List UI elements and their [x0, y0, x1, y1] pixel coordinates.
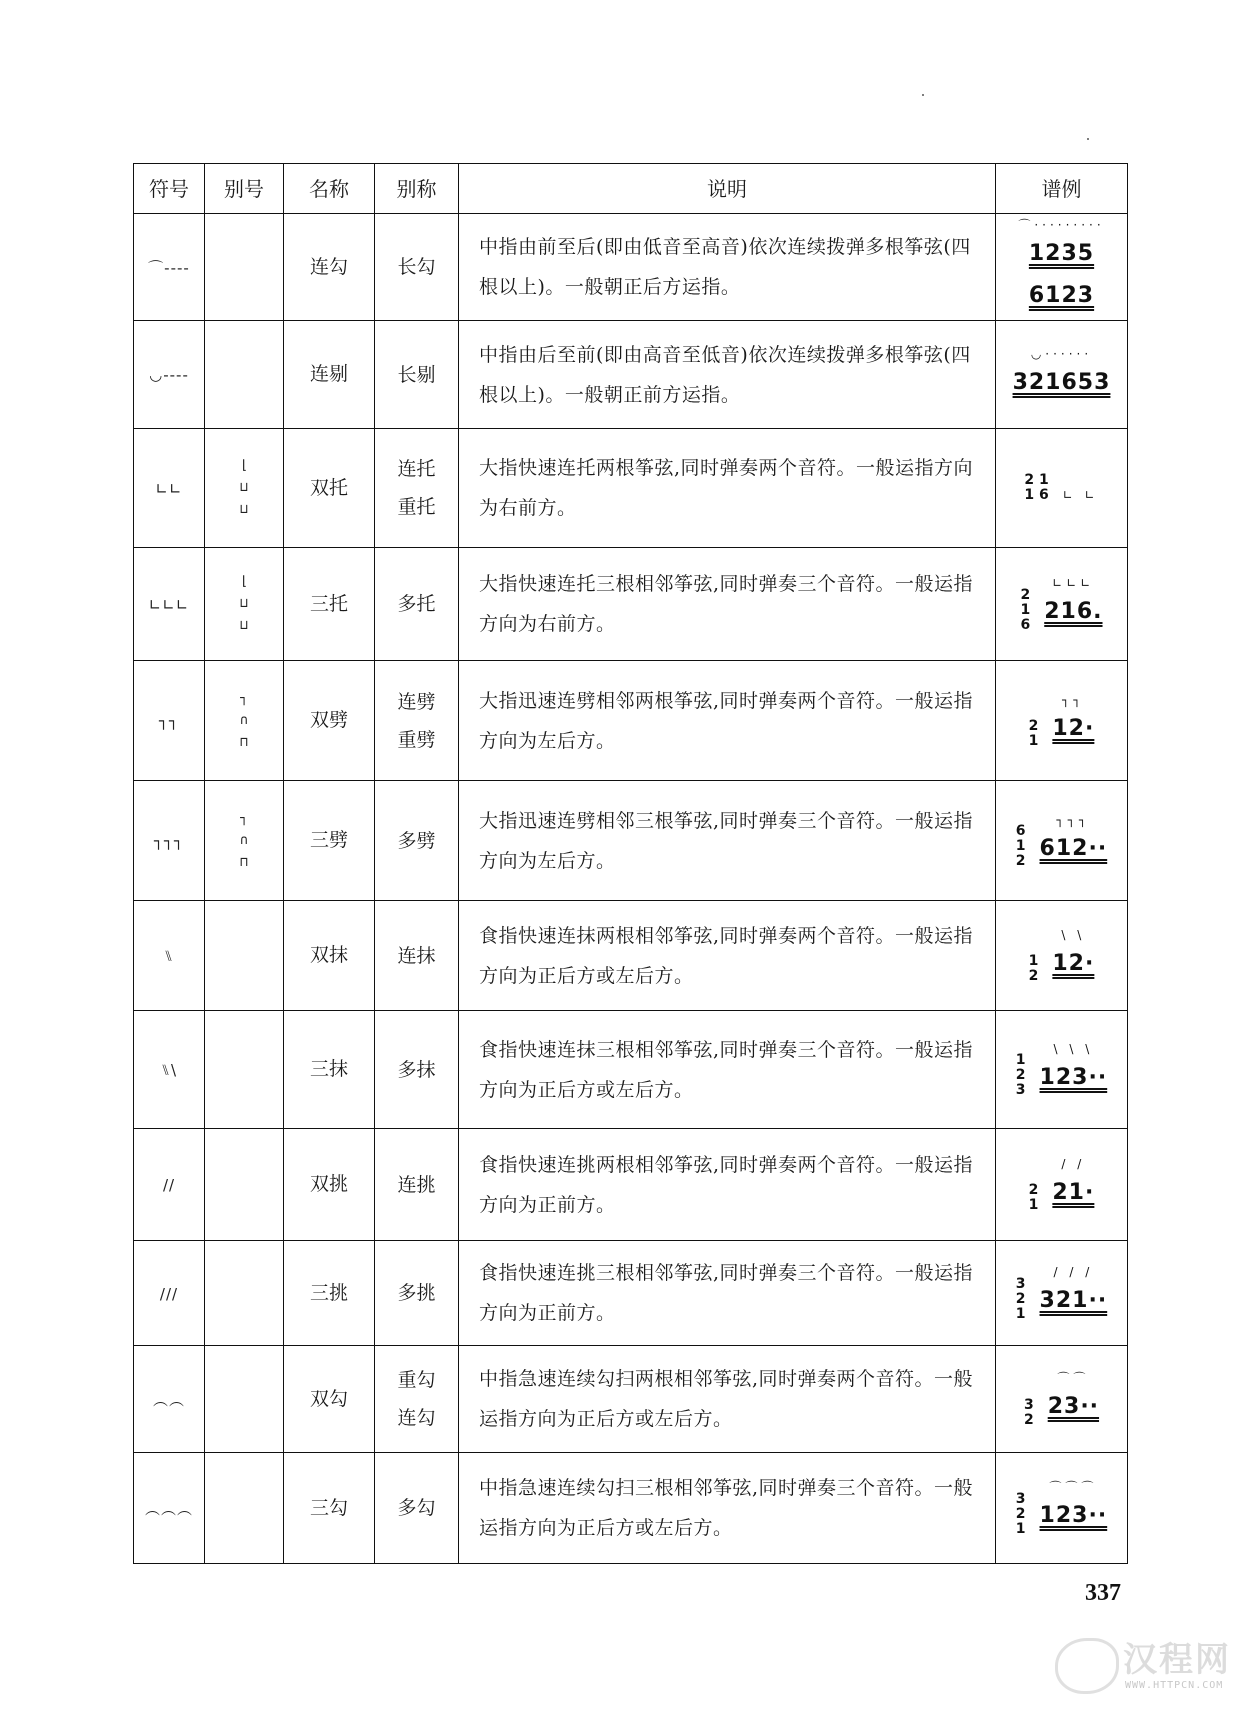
symbol-cell: [134, 781, 205, 901]
technique-marks-icon: ∟ ∟: [1062, 488, 1099, 502]
table-row: [134, 661, 1128, 781]
score-example: [996, 1041, 1127, 1099]
stacked-notes: [1024, 473, 1048, 503]
fingering-symbol-icon: ⌒----: [148, 258, 190, 277]
description-cell: 食指快速连挑三根相邻筝弦,同时弹奏三个音符。一般运指方向为正前方。: [459, 1241, 996, 1346]
jianpu-notes: 321653: [1012, 369, 1111, 395]
stacked-note: 1: [1020, 601, 1031, 618]
alt-symbol-cell: [205, 661, 284, 781]
symbol-cell: [134, 1346, 205, 1453]
inline-notes: [1052, 927, 1094, 985]
alt-symbol-icon: ⌊: [240, 574, 248, 589]
stacked-note: 2: [1020, 586, 1031, 603]
name-cell: 三抹: [284, 1011, 375, 1129]
scan-speck: [922, 94, 924, 96]
score-example-cell: [996, 1129, 1128, 1241]
technique-marks-icon: ┐┐: [1062, 692, 1085, 707]
symbol-cell: [134, 429, 205, 548]
alias-label: 多抹: [397, 1058, 436, 1081]
symbol-cell: [134, 661, 205, 781]
name-cell: 双勾: [284, 1346, 375, 1453]
table-row: [134, 1129, 1128, 1241]
stacked-note: 2: [1015, 1067, 1026, 1084]
name-cell: 双劈: [284, 661, 375, 781]
alt-symbol-cell: [205, 321, 284, 429]
description-cell: 中指急速连续勾扫两根相邻筝弦,同时弹奏两个音符。一般运指方向为正后方或左后方。: [459, 1346, 996, 1453]
alias-label: 长剔: [397, 363, 436, 386]
alt-symbol-cell: [205, 901, 284, 1011]
alias-label: 多托: [397, 593, 436, 615]
technique-marks-icon: ◡······: [1030, 346, 1093, 361]
description-cell: 食指快速连挑两根相邻筝弦,同时弹奏两个音符。一般运指方向为正前方。: [459, 1129, 996, 1241]
alt-symbol-icon: ∩: [240, 712, 248, 728]
score-example: [996, 1264, 1127, 1322]
score-example: [996, 812, 1127, 870]
score-example: [996, 575, 1127, 633]
jianpu-notes: 123··: [1039, 1064, 1108, 1090]
symbol-cell: [134, 321, 205, 429]
name-cell: 双抹: [284, 901, 375, 1011]
stacked-note: 3: [1015, 1490, 1026, 1507]
stacked-notes: [1020, 588, 1030, 633]
stacked-note: 1: [1028, 733, 1039, 750]
score-example-cell: [996, 321, 1128, 429]
stacked-note: 1 6: [1024, 487, 1049, 503]
score-example: [996, 927, 1127, 985]
stacked-note: 2: [1023, 1411, 1034, 1428]
inline-notes: [1040, 812, 1108, 870]
score-example: [996, 692, 1127, 750]
stacked-note: 1: [1015, 1520, 1026, 1537]
fingering-symbol-icon: ⑊: [163, 947, 174, 966]
technique-marks-icon: \ \: [1061, 927, 1086, 942]
inline-notes: [1052, 1156, 1094, 1214]
table-row: [134, 429, 1128, 548]
fingering-symbol-table: [133, 163, 1128, 1564]
alias-label: 重劈: [397, 728, 436, 751]
jianpu-notes: 21·: [1052, 1179, 1095, 1205]
table-row: [134, 781, 1128, 901]
symbol-cell: [134, 1453, 205, 1564]
description-cell: 中指由前至后(即由低音至高音)依次连续拨弹多根筝弦(四根以上)。一般朝正后方运指。: [459, 214, 996, 321]
table-header-row: [134, 164, 1128, 214]
alias-label: 连劈: [397, 690, 436, 713]
score-example-cell: [996, 429, 1128, 548]
alt-symbol-icon: ⌊: [240, 458, 248, 473]
symbol-cell: [134, 214, 205, 321]
jianpu-notes: 321··: [1039, 1288, 1108, 1314]
header-alt-symbol: 别号: [205, 164, 284, 214]
score-example-cell: [996, 781, 1128, 901]
description-cell: 中指由后至前(即由高音至低音)依次连续拨弹多根筝弦(四根以上)。一般朝正前方运指。: [459, 321, 996, 429]
alias-cell: [375, 661, 459, 781]
name-cell: 三托: [284, 548, 375, 661]
name-cell: 双挑: [284, 1129, 375, 1241]
alt-symbol-icon: ⊔: [240, 480, 248, 495]
alias-label: 重勾: [397, 1369, 436, 1391]
name-cell: 双托: [284, 429, 375, 548]
inline-notes: [1044, 575, 1102, 633]
score-example-cell: [996, 548, 1128, 661]
stacked-notes: [1029, 954, 1039, 984]
alias-cell: [375, 321, 459, 429]
description-cell: 中指急速连续勾扫三根相邻筝弦,同时弹奏三个音符。一般运指方向为正后方或左后方。: [459, 1453, 996, 1564]
alias-label: 连托: [397, 458, 436, 480]
score-example: [996, 1156, 1127, 1214]
stacked-note: 2: [1028, 718, 1039, 735]
score-example-cell: [996, 661, 1128, 781]
alias-cell: [375, 548, 459, 661]
alias-label: 重托: [397, 496, 436, 518]
score-example-cell: [996, 901, 1128, 1011]
stacked-note: 1: [1028, 953, 1039, 970]
stacked-notes: [1016, 1053, 1026, 1098]
jianpu-notes: 1235 6123: [1028, 241, 1095, 308]
score-example-cell: [996, 1241, 1128, 1346]
alias-label: 连抹: [397, 944, 436, 967]
description-cell: 大指迅速连劈相邻三根筝弦,同时弹奏三个音符。一般运指方向为左后方。: [459, 781, 996, 901]
table-row: [134, 321, 1128, 429]
table-row: [134, 1453, 1128, 1564]
score-example: [996, 1370, 1127, 1428]
name-cell: 三勾: [284, 1453, 375, 1564]
technique-marks-icon: ∟∟∟: [1052, 576, 1095, 591]
stacked-notes: [1016, 1277, 1026, 1322]
fingering-symbol-icon: ︵︵: [152, 1390, 185, 1409]
alt-symbol-cell: [205, 548, 284, 661]
score-example: [996, 217, 1127, 317]
table-row: [134, 901, 1128, 1011]
alias-cell: [375, 781, 459, 901]
table-row: [134, 214, 1128, 321]
stacked-note: 6: [1015, 823, 1026, 840]
stacked-notes: [1024, 1398, 1034, 1428]
score-example: [996, 346, 1127, 404]
fingering-symbol-icon: ⑊\: [160, 1061, 178, 1080]
watermark: [1055, 1632, 1235, 1702]
table-row: [134, 548, 1128, 661]
alias-label: 连挑: [397, 1173, 436, 1196]
description-cell: 大指迅速连劈相邻两根筝弦,同时弹奏两个音符。一般运指方向为左后方。: [459, 661, 996, 781]
fingering-symbol-icon: //: [162, 1176, 176, 1195]
alias-cell: [375, 214, 459, 321]
stacked-notes: [1016, 1492, 1026, 1537]
watermark-logo-icon: [1055, 1638, 1119, 1694]
inline-notes: [1063, 487, 1099, 503]
scan-speck: [1087, 138, 1089, 140]
symbol-cell: [134, 548, 205, 661]
fingering-symbol-icon: ︵︵︵: [144, 1499, 193, 1518]
alt-symbol-cell: [205, 1011, 284, 1129]
technique-marks-icon: ┐┐┐: [1056, 812, 1091, 827]
alias-cell: [375, 1129, 459, 1241]
technique-marks-icon: / /: [1061, 1156, 1086, 1171]
description-cell: 大指快速连托两根筝弦,同时弹奏两个音符。一般运指方向为右前方。: [459, 429, 996, 548]
description-cell: 大指快速连托三根相邻筝弦,同时弹奏三个音符。一般运指方向为右前方。: [459, 548, 996, 661]
technique-marks-icon: ⌒·········: [1018, 218, 1105, 233]
alias-label: 多挑: [397, 1282, 436, 1304]
alias-label: 连勾: [397, 1407, 436, 1429]
stacked-notes: [1029, 1183, 1039, 1213]
score-example-cell: [996, 1346, 1128, 1453]
stacked-note: 2: [1015, 1290, 1026, 1307]
jianpu-notes: 12·: [1052, 950, 1095, 976]
stacked-note: 1: [1015, 1052, 1026, 1069]
name-cell: 连勾: [284, 214, 375, 321]
stacked-note: 2: [1015, 853, 1026, 870]
score-example: [996, 1479, 1127, 1537]
technique-marks-icon: ⌒⌒⌒: [1049, 1480, 1098, 1495]
score-example-cell: [996, 214, 1128, 321]
inline-notes: [1040, 1264, 1108, 1322]
alt-symbol-cell: [205, 1241, 284, 1346]
symbol-cell: [134, 901, 205, 1011]
header-symbol: 符号: [134, 164, 205, 214]
alt-symbol-icon: ⊓: [240, 854, 248, 870]
stacked-note: 1: [1015, 838, 1026, 855]
symbol-cell: [134, 1011, 205, 1129]
technique-marks-icon: / / /: [1053, 1265, 1094, 1280]
header-description: 说明: [459, 164, 996, 214]
alias-cell: [375, 1241, 459, 1346]
alt-symbol-cell: [205, 429, 284, 548]
alt-symbol-cell: [205, 1453, 284, 1564]
name-cell: 连剔: [284, 321, 375, 429]
stacked-notes: [1016, 824, 1026, 869]
score-example-cell: [996, 1011, 1128, 1129]
alias-label: 多劈: [397, 829, 436, 852]
stacked-note: 3: [1015, 1082, 1026, 1099]
fingering-symbol-icon: ∟∟: [155, 479, 183, 498]
technique-marks-icon: ⌒⌒: [1057, 1371, 1090, 1386]
inline-notes: [1048, 1370, 1099, 1428]
alt-symbol-icon: ⊔: [240, 596, 248, 611]
jianpu-notes: 12·: [1052, 715, 1095, 741]
header-name: 名称: [284, 164, 375, 214]
stacked-notes: [1029, 719, 1039, 749]
alias-cell: [375, 1011, 459, 1129]
stacked-note: 3: [1023, 1396, 1034, 1413]
jianpu-notes: 23··: [1047, 1394, 1100, 1420]
inline-notes: [1052, 692, 1094, 750]
alias-cell: [375, 1453, 459, 1564]
inline-notes: [1040, 1041, 1108, 1099]
alt-symbol-icon: ┐: [240, 810, 248, 826]
fingering-symbol-icon: ∟∟∟: [148, 595, 190, 614]
alt-symbol-cell: [205, 1129, 284, 1241]
stacked-note: 1: [1015, 1305, 1026, 1322]
fingering-symbol-icon: ///: [159, 1284, 179, 1303]
technique-marks-icon: \ \ \: [1053, 1041, 1094, 1056]
alt-symbol-cell: [205, 781, 284, 901]
stacked-note: 6: [1020, 616, 1031, 633]
score-example-cell: [996, 1453, 1128, 1564]
alt-symbol-icon: ┐: [240, 690, 248, 706]
jianpu-notes: 612··: [1039, 835, 1108, 861]
inline-notes: [1013, 346, 1111, 404]
alt-symbol-cell: [205, 1346, 284, 1453]
alt-symbol-icon: ⊔: [240, 618, 248, 633]
alt-symbol-icon: ⊓: [240, 734, 248, 750]
symbol-cell: [134, 1129, 205, 1241]
score-example: [996, 473, 1127, 503]
stacked-note: 2: [1015, 1505, 1026, 1522]
name-cell: 三挑: [284, 1241, 375, 1346]
fingering-symbol-icon: ┐┐: [158, 712, 180, 731]
stacked-note: 3: [1015, 1275, 1026, 1292]
alias-label: 长勾: [397, 256, 436, 278]
fingering-symbol-icon: ◡----: [149, 366, 189, 385]
stacked-note: 2 1: [1024, 472, 1049, 488]
alias-cell: [375, 901, 459, 1011]
table-row: [134, 1241, 1128, 1346]
name-cell: 三劈: [284, 781, 375, 901]
table-row: [134, 1011, 1128, 1129]
inline-notes: [1040, 1479, 1108, 1537]
alt-symbol-cell: [205, 214, 284, 321]
watermark-title: 汉程网: [1123, 1640, 1231, 1680]
symbol-cell: [134, 1241, 205, 1346]
alt-symbol-icon: ∩: [240, 832, 248, 848]
description-cell: 食指快速连抹两根相邻筝弦,同时弹奏两个音符。一般运指方向为正后方或左后方。: [459, 901, 996, 1011]
stacked-note: 1: [1028, 1197, 1039, 1214]
alias-label: 多勾: [397, 1497, 436, 1519]
fingering-symbol-icon: ┐┐┐: [153, 832, 185, 851]
description-cell: 食指快速连抹三根相邻筝弦,同时弹奏三个音符。一般运指方向为正后方或左后方。: [459, 1011, 996, 1129]
header-alias: 别称: [375, 164, 459, 214]
stacked-note: 2: [1028, 968, 1039, 985]
stacked-note: 2: [1028, 1182, 1039, 1199]
jianpu-notes: 123··: [1039, 1503, 1108, 1529]
watermark-url: WWW.HTTPCN.COM: [1125, 1680, 1224, 1691]
jianpu-notes: 216.: [1044, 599, 1103, 625]
page-number: 337: [1085, 1580, 1121, 1606]
table-row: [134, 1346, 1128, 1453]
alt-symbol-icon: ⊔: [240, 502, 248, 517]
header-score-example: 谱例: [996, 164, 1128, 214]
inline-notes: [996, 217, 1127, 317]
alias-cell: [375, 429, 459, 548]
alias-cell: [375, 1346, 459, 1453]
